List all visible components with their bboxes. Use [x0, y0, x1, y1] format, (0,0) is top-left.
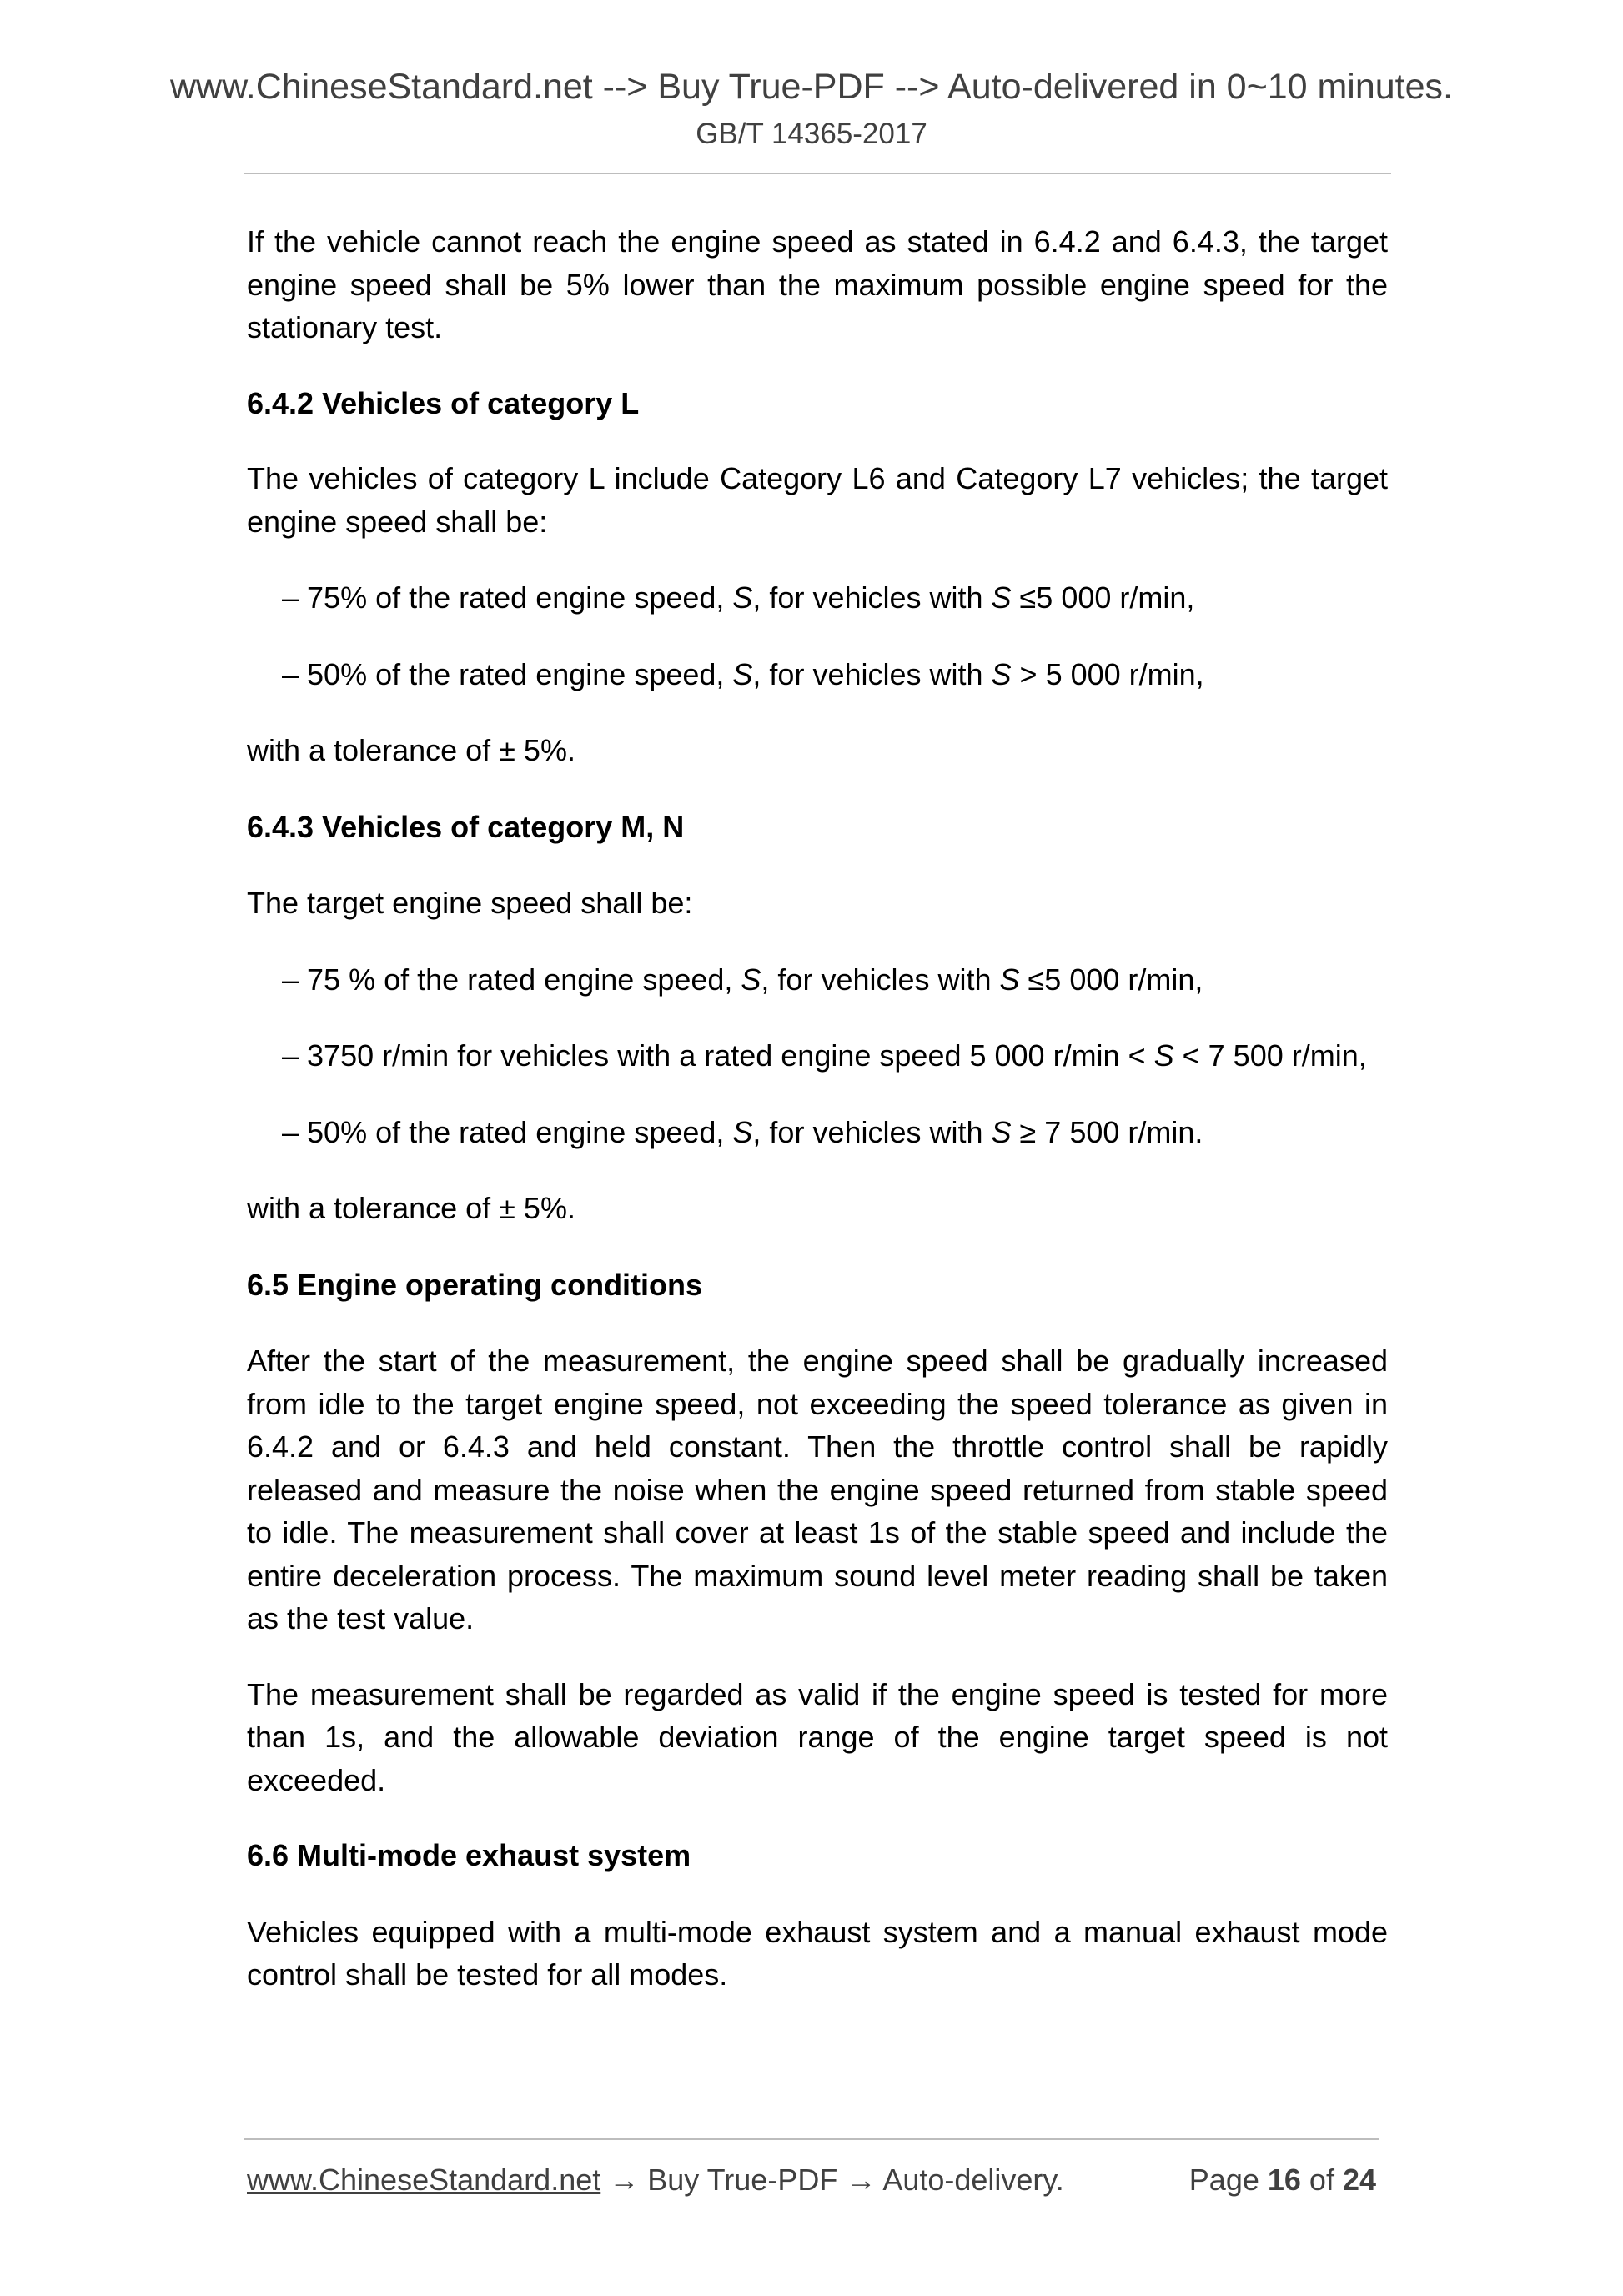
header-site-banner: www.ChineseStandard.net --> Buy True-PDF --> Auto-delivered in 0~10 minutes.: [169, 67, 1453, 107]
footer-site-link[interactable]: www.ChineseStandard.net: [247, 2163, 601, 2197]
section-6-4-2-text: The vehicles of category L include Category L6 and Category L7 vehicles; the target engine speed shall be:: [247, 461, 1388, 539]
list-item: – 75 % of the rated engine speed, S, for vehicles with S ≤5 000 r/min,: [282, 962, 1203, 997]
list-item: – 50% of the rated engine speed, S, for vehicles with S ≥ 7 500 r/min.: [282, 1114, 1203, 1149]
section-6-5-paragraph-1: After the start of the measurement, the engine speed shall be gradually increased from idle to the target engine speed, not exceeding the speed tolerance as given in 6.4.2 and or 6.4.3 and held constant. Then the throttle control shall be rapidly released and measure the noise when the engine speed returned from stable speed to idle. The measurement shall cover at least 1s of the stable speed and include the entire deceleration process. The maximum sound level meter reading shall be taken as the test value.: [247, 1344, 1388, 1635]
section-heading-6-4-3: 6.4.3 Vehicles of category M, N: [247, 809, 685, 844]
intro-paragraph: If the vehicle cannot reach the engine speed as stated in 6.4.2 and 6.4.3, the target engine speed shall be 5% lower than the maximum possible engine speed for the stationary test.: [247, 224, 1388, 344]
footer-link-line: [247, 2158, 1064, 2202]
tolerance-note: with a tolerance of ± 5%.: [247, 733, 575, 767]
page-total: 24: [1342, 2163, 1376, 2197]
header-standard-number: GB/T 14365-2017: [696, 118, 927, 150]
list-item: – 75% of the rated engine speed, S, for vehicles with S ≤5 000 r/min,: [282, 580, 1195, 615]
list-item: – 50% of the rated engine speed, S, for vehicles with S > 5 000 r/min,: [282, 656, 1204, 691]
document-body: [247, 220, 1388, 1997]
section-6-5-paragraph-2: The measurement shall be regarded as valid if the engine speed is tested for more than 1s, and the allowable deviation range of the engine target speed is not exceeded.: [247, 1676, 1388, 1797]
section-heading-6-4-2: 6.4.2 Vehicles of category L: [247, 385, 640, 420]
section-6-4-3-text: The target engine speed shall be:: [247, 886, 693, 920]
footer-divider: [244, 2138, 1379, 2140]
footer-link-tail: → Buy True-PDF → Auto-delivery.: [600, 2163, 1064, 2197]
header-divider: [244, 173, 1391, 174]
page-indicator: Page 16 of 24: [1188, 2163, 1376, 2197]
page-current: 16: [1267, 2163, 1301, 2197]
section-6-6-text: Vehicles equipped with a multi-mode exhaust system and a manual exhaust mode control shall be tested for all modes.: [247, 1914, 1388, 1992]
section-heading-6-5: 6.5 Engine operating conditions: [247, 1267, 703, 1302]
section-heading-6-6: 6.6 Multi-mode exhaust system: [247, 1838, 691, 1872]
footer: [247, 2158, 1379, 2202]
tolerance-note: with a tolerance of ± 5%.: [247, 1191, 575, 1225]
list-item: – 3750 r/min for vehicles with a rated engine speed 5 000 r/min < S < 7 500 r/min,: [282, 1038, 1367, 1073]
